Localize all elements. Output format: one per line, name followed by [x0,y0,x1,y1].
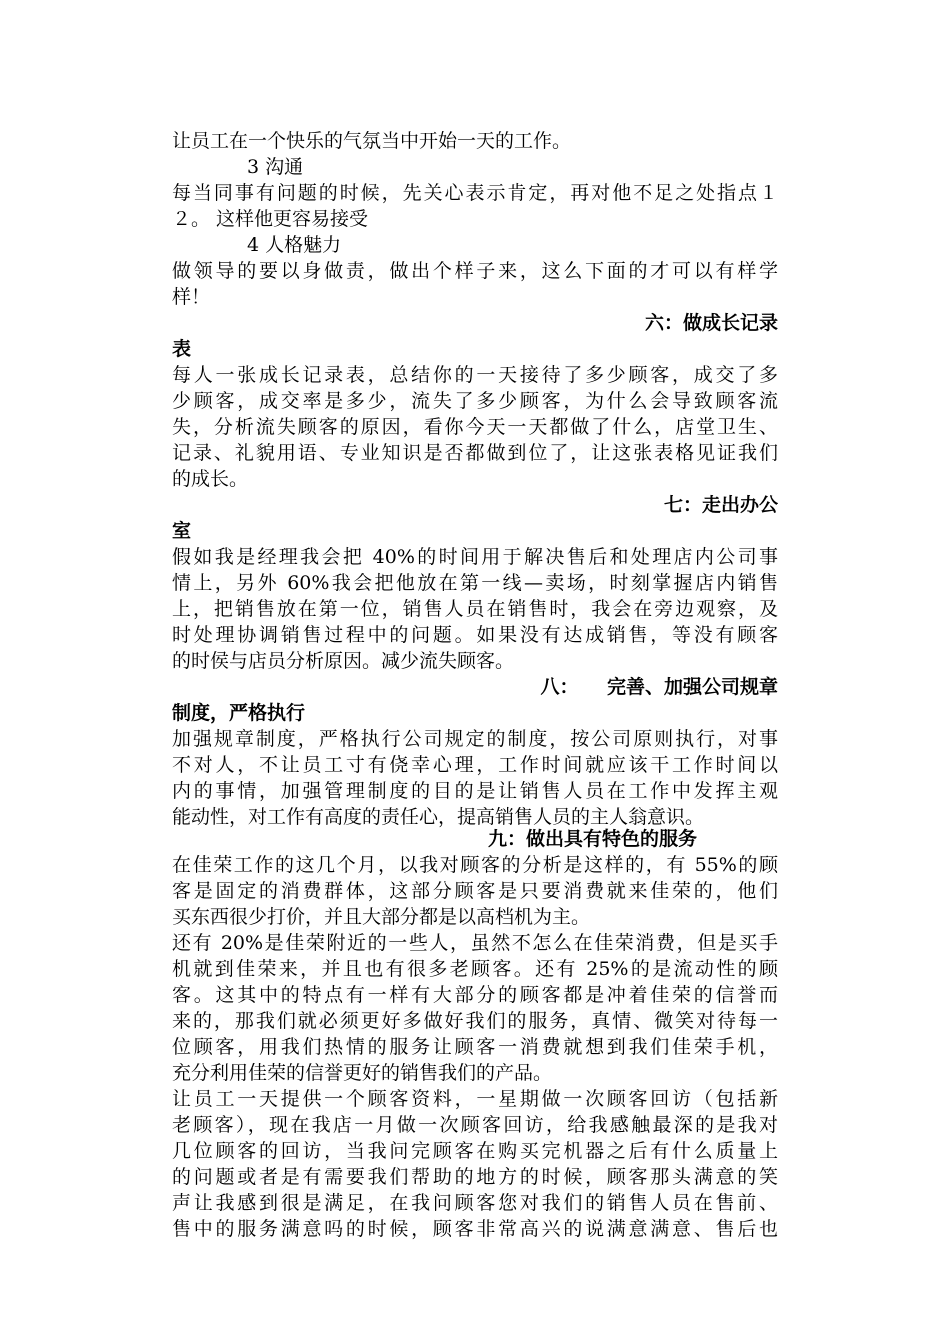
section-heading-8-cont: 制度，严格执行 [172,702,306,724]
body-line: 失，分析流失顾客的原因，看你今天一天都做了什么，店堂卫生、 [172,416,778,438]
body-line: 还有 20%是佳荣附近的一些人，虽然不怎么在佳荣消费，但是买手 [172,932,778,954]
body-line: 时处理协调销售过程中的问题。如果没有达成销售，等没有顾客 [172,624,778,646]
body-line: 每人一张成长记录表，总结你的一天接待了多少顾客，成交了多 [172,364,778,386]
body-line: 在佳荣工作的这几个月，以我对顾客的分析是这样的，有 55%的顾 [172,854,778,876]
body-line: 假如我是经理我会把 40%的时间用于解决售后和处理店内公司事 [172,546,778,568]
body-line: 做领导的要以身做责，做出个样子来，这么下面的才可以有样学 [172,260,778,282]
body-line: 让员工一天提供一个顾客资料，一星期做一次顾客回访（包括新 [172,1088,778,1110]
body-line: 买东西很少打价，并且大部分都是以高档机为主。 [172,906,591,928]
body-line: 声让我感到很是满足，在我问顾客您对我们的销售人员在售前、 [172,1192,778,1214]
section-heading-6: 六：做成长记录 [644,312,778,334]
section-heading-7: 七：走出办公 [663,494,778,516]
body-line: 机就到佳荣来，并且也有很多老顾客。还有 25%的是流动性的顾 [172,958,778,980]
body-line: 的成长。 [172,468,249,490]
body-line: 来的，那我们就必须更好多做好我们的服务，真情、微笑对待每一 [172,1010,778,1032]
body-line: 客是固定的消费群体，这部分顾客是只要消费就来佳荣的，他们 [172,880,778,902]
body-line: 上，把销售放在第一位，销售人员在销售时，我会在旁边观察，及 [172,598,778,620]
section-heading-6-cont: 表 [172,338,192,360]
body-line: 内的事情，加强管理制度的目的是让销售人员在工作中发挥主观 [172,780,778,802]
body-line: 充分利用佳荣的信誉更好的销售我们的产品。 [172,1062,553,1084]
body-line: 的时侯与店员分析原因。减少流失顾客。 [172,650,515,672]
body-line: 情上，另外 60%我会把他放在第一线—卖场，时刻掌握店内销售 [172,572,778,594]
body-line: 能动性，对工作有高度的责任心，提高销售人员的主人翁意识。 [172,806,705,828]
subheading-communication: 3 沟通 [247,156,304,178]
section-heading-9: 九：做出具有特色的服务 [488,828,698,850]
body-line: 记录、礼貌用语、专业知识是否都做到位了，让这张表格见证我们 [172,442,778,464]
body-line: 老顾客），现在我店一月做一次顾客回访，给我感触最深的是我对 [172,1114,778,1136]
section-heading-8: 八： 完善、加强公司规章 [540,676,778,698]
body-line: 客。这其中的特点有一样有大部分的顾客都是冲着佳荣的信誉而 [172,984,778,1006]
body-line: 不对人，不让员工寸有侥幸心理，工作时间就应该干工作时间以 [172,754,778,776]
body-line: 几位顾客的回访，当我问完顾客在购买完机器之后有什么质量上 [172,1140,778,1162]
body-line: 样！ [172,286,211,308]
body-line: 的问题或者是有需要我们帮助的地方的时候，顾客那头满意的笑 [172,1166,778,1188]
body-line: ２。 这样他更容易接受 [172,208,369,230]
body-line: 每当同事有问题的时候，先关心表示肯定，再对他不足之处指点１ [172,182,778,204]
body-line: 让员工在一个快乐的气氛当中开始一天的工作。 [172,130,572,152]
subheading-personal-charm: 4 人格魅力 [247,234,342,256]
body-line: 加强规章制度，严格执行公司规定的制度，按公司原则执行，对事 [172,728,778,750]
body-line: 位顾客，用我们热情的服务让顾客一消费就想到我们佳荣手机， [172,1036,778,1058]
body-line: 售中的服务满意吗的时候，顾客非常高兴的说满意满意、售后也 [172,1218,778,1240]
section-heading-7-cont: 室 [172,520,192,542]
body-line: 少顾客，成交率是多少，流失了多少顾客，为什么会导致顾客流 [172,390,778,412]
